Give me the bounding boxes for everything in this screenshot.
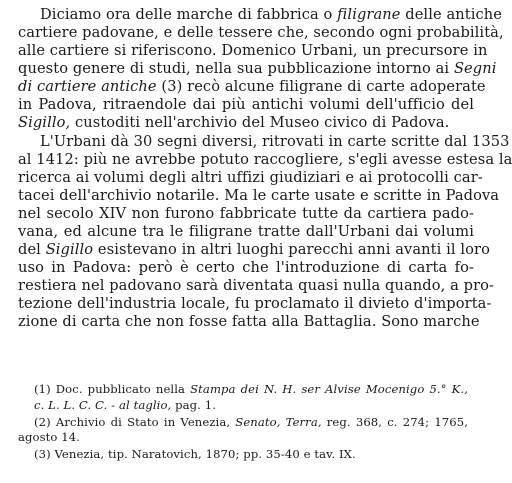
footnote-1-cont-b: pag. 1.	[171, 398, 217, 412]
body-line-16: restiera nel padovano sarà diventata quasi nulla quando, a pro-	[18, 277, 495, 294]
body-line-2: cartiere padovane, e delle tessere che, secondo ogni probabilità,	[18, 24, 504, 41]
body-line-1-italic: filigrane	[337, 6, 401, 23]
footnote-1-italic: Stampa dei N. H. ser Alvise Mocenigo 5.° K.,	[190, 382, 468, 396]
footnote-2-italic-1: Senato, Terra,	[235, 415, 322, 429]
body-line-12: nel secolo XIV non furono fabbricate tutte da cartiera pado-	[18, 205, 474, 222]
body-line-5	[18, 78, 486, 96]
body-line-3: alle cartiere si riferiscono. Domenico Urbani, un precursore in	[18, 42, 488, 59]
body-line-10: ricerca ai volumi degli altri uffizi giudiziari e ai protocolli car-	[18, 169, 483, 186]
body-line-4-italic: Segni	[453, 60, 497, 77]
footnote-1-cont-italic: c. L. L. C. C. - al taglio,	[34, 398, 172, 412]
footnote-2-cont: agosto 14.	[18, 430, 81, 444]
body-line-14-italic: Sigillo	[45, 241, 94, 258]
body-line-7-b: custoditi nell'archivio del Museo civico di Padova.	[70, 114, 450, 131]
body-line-7-italic: Sigillo,	[18, 114, 71, 131]
body-line-5-italic: di cartiere antiche	[18, 78, 157, 95]
body-line-14	[18, 241, 491, 259]
footnote-2-b: reg. 368, c. 274; 1765,	[321, 415, 469, 429]
body-line-1-a: Diciamo ora delle marche di fabbrica o	[40, 6, 338, 23]
body-line-17: tezione dell'industria locale, fu proclamato il divieto d'importa-	[18, 295, 492, 312]
footnote-2	[34, 415, 468, 429]
body-line-14-a: del	[18, 241, 46, 258]
footnote-3: (3) Venezia, tip. Naratovich, 1870; pp. 35-40 e tav. IX.	[34, 447, 356, 461]
body-line-9: al 1412: più ne avrebbe potuto raccogliere, s'egli avesse estesa la	[18, 151, 512, 168]
footnote-1	[34, 382, 468, 396]
body-line-4	[18, 60, 497, 78]
footnote-1-a: (1) Doc. pubblicato nella	[34, 382, 191, 396]
body-line-8: L'Urbani dà 30 segni diversi, ritrovati in carte scritte dal 1353	[40, 133, 510, 150]
body-line-18: zione di carta che non fosse fatta alla Battaglia. Sono marche	[18, 313, 480, 330]
body-line-7	[18, 114, 474, 132]
body-line-15: uso in Padova: però è certo che l'introduzione di carta fo-	[18, 259, 474, 276]
body-line-6: in Padova, ritraendole dai più antichi volumi dell'ufficio del	[18, 96, 474, 113]
body-line-13: vana, ed alcune tra le filigrane tratte dall'Urbani dai volumi	[18, 223, 474, 240]
footnote-1-cont	[34, 398, 474, 412]
body-line-14-b: esistevano in altri luoghi parecchi anni avanti il loro	[93, 241, 491, 258]
body-line-5-b: (3) recò alcune filigrane di carte adoperate	[156, 78, 486, 95]
footnote-2-a: (2) Archivio di Stato in Venezia,	[34, 415, 236, 429]
body-line-11: tacei dell'archivio notarile. Ma le carte usate e scritte in Padova	[18, 187, 500, 204]
body-line-1	[40, 6, 502, 24]
body-line-4-a: questo genere di studi, nella sua pubblicazione intorno ai	[18, 60, 454, 77]
body-line-1-b: delle antiche	[400, 6, 502, 23]
